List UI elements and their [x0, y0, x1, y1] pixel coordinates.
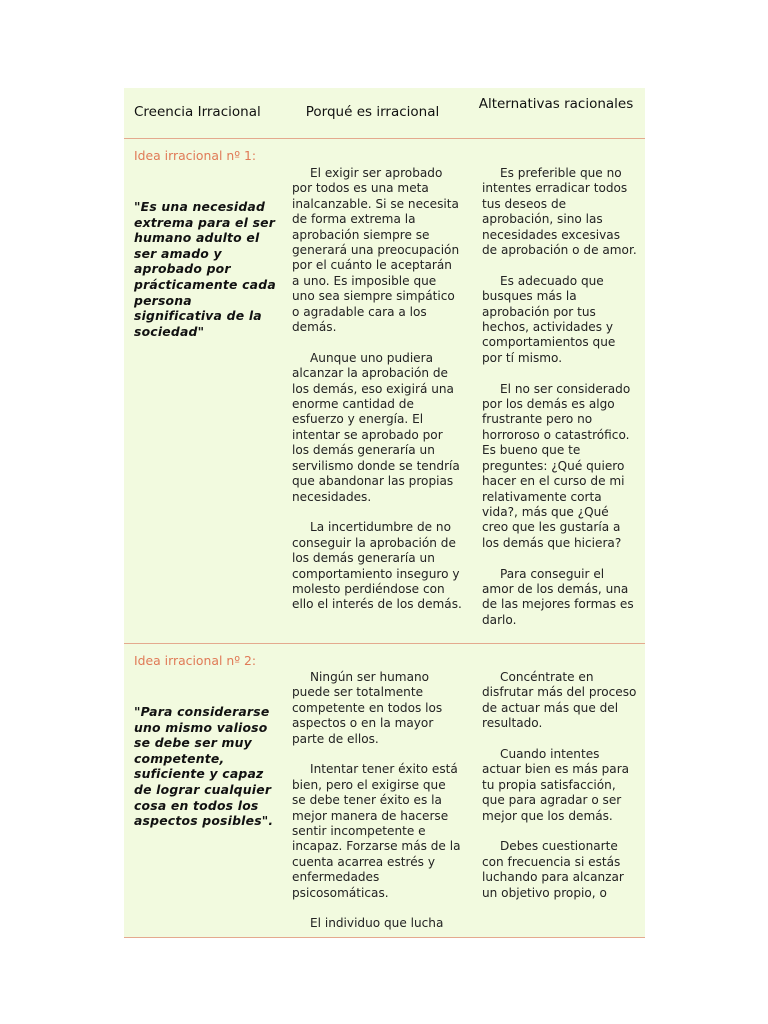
- why-irrational-cell: [292, 670, 462, 947]
- why-paragraph: Aunque uno pudiera alcanzar la aprobación de los demás, eso exigirá una enorme cantidad de esfuerzo y energía. El intentar se aprobado por los demás generaría un servilismo donde se tendría que abandonar las propias necesidades.: [292, 350, 460, 504]
- header-creencia: Creencia Irracional: [134, 104, 261, 120]
- idea-title: Idea irracional nº 2:: [134, 653, 257, 668]
- why-paragraph: Intentar tener éxito está bien, pero el exigirse que se debe tener éxito es la mejor manera de hacerse sentir incompetente e incapaz. Forzarse más de la cuenta acarrea estrés y enfermedades psicosomáticas.: [292, 762, 461, 900]
- why-paragraph: El individuo que lucha: [310, 916, 444, 931]
- alternative-paragraph: Es adecuado que busques más la aprobación por tus hechos, actividades y comportamientos que por tí mismo.: [482, 273, 616, 365]
- why-irrational-cell: [292, 166, 462, 628]
- why-paragraph: El exigir ser aprobado por todos es una meta inalcanzable. Si se necesita de forma extrema la aprobación siempre se generará una preocupación por el cuánto le aceptarán a uno. Es imposible que uno sea siempre simpático o agradable cara a los demás.: [292, 166, 460, 335]
- rational-alternatives-cell: [482, 166, 638, 644]
- alternative-paragraph: Cuando intentes actuar bien es más para tu propia satisfacción, que para agradar o ser mejor que los demás.: [482, 747, 630, 823]
- rational-alternatives-cell: [482, 670, 638, 916]
- why-paragraph: La incertidumbre de no conseguir la aprobación de los demás generaría un comportamiento inseguro y molesto perdiéndose con ello el interés de los demás.: [292, 520, 462, 612]
- alternative-paragraph: El no ser considerado por los demás es algo frustrante pero no horroroso o catastrófico. Es bueno que te preguntes: ¿Qué quiero hacer en el curso de mi relativamente corta vida?, más que ¿Qué creo que les gustaría a los demás que hiciera?: [482, 381, 631, 550]
- idea-title: Idea irracional nº 1:: [134, 148, 257, 163]
- irrational-belief-quote: "Es una necesidad extrema para el ser humano adulto el ser amado y aprobado por prácticamente cada persona significativa de la sociedad": [134, 199, 276, 339]
- header-divider: [124, 138, 645, 139]
- alternative-paragraph: Es preferible que no intentes erradicar todos tus deseos de aprobación, sino las necesidades excesivas de aprobación o de amor.: [482, 166, 637, 258]
- alternative-paragraph: Concéntrate en disfrutar más del proceso de actuar más que del resultado.: [482, 670, 637, 731]
- header-porque: Porqué es irracional: [305, 104, 440, 120]
- irrational-belief-quote: "Para considerarse uno mismo valioso se debe ser muy competente, suficiente y capaz de lograr cualquier cosa en todos los aspectos posibles".: [134, 704, 274, 829]
- alternative-paragraph: Debes cuestionarte con frecuencia si estás luchando para alcanzar un objetivo propio, o: [482, 839, 624, 900]
- why-paragraph: Ningún ser humano puede ser totalmente competente en todos los aspectos o en la mayor parte de ellos.: [292, 670, 443, 746]
- header-alternativas: Alternativas racionales: [478, 96, 634, 112]
- beliefs-table: [124, 88, 645, 938]
- alternative-paragraph: Para conseguir el amor de los demás, una de las mejores formas es darlo.: [482, 566, 634, 627]
